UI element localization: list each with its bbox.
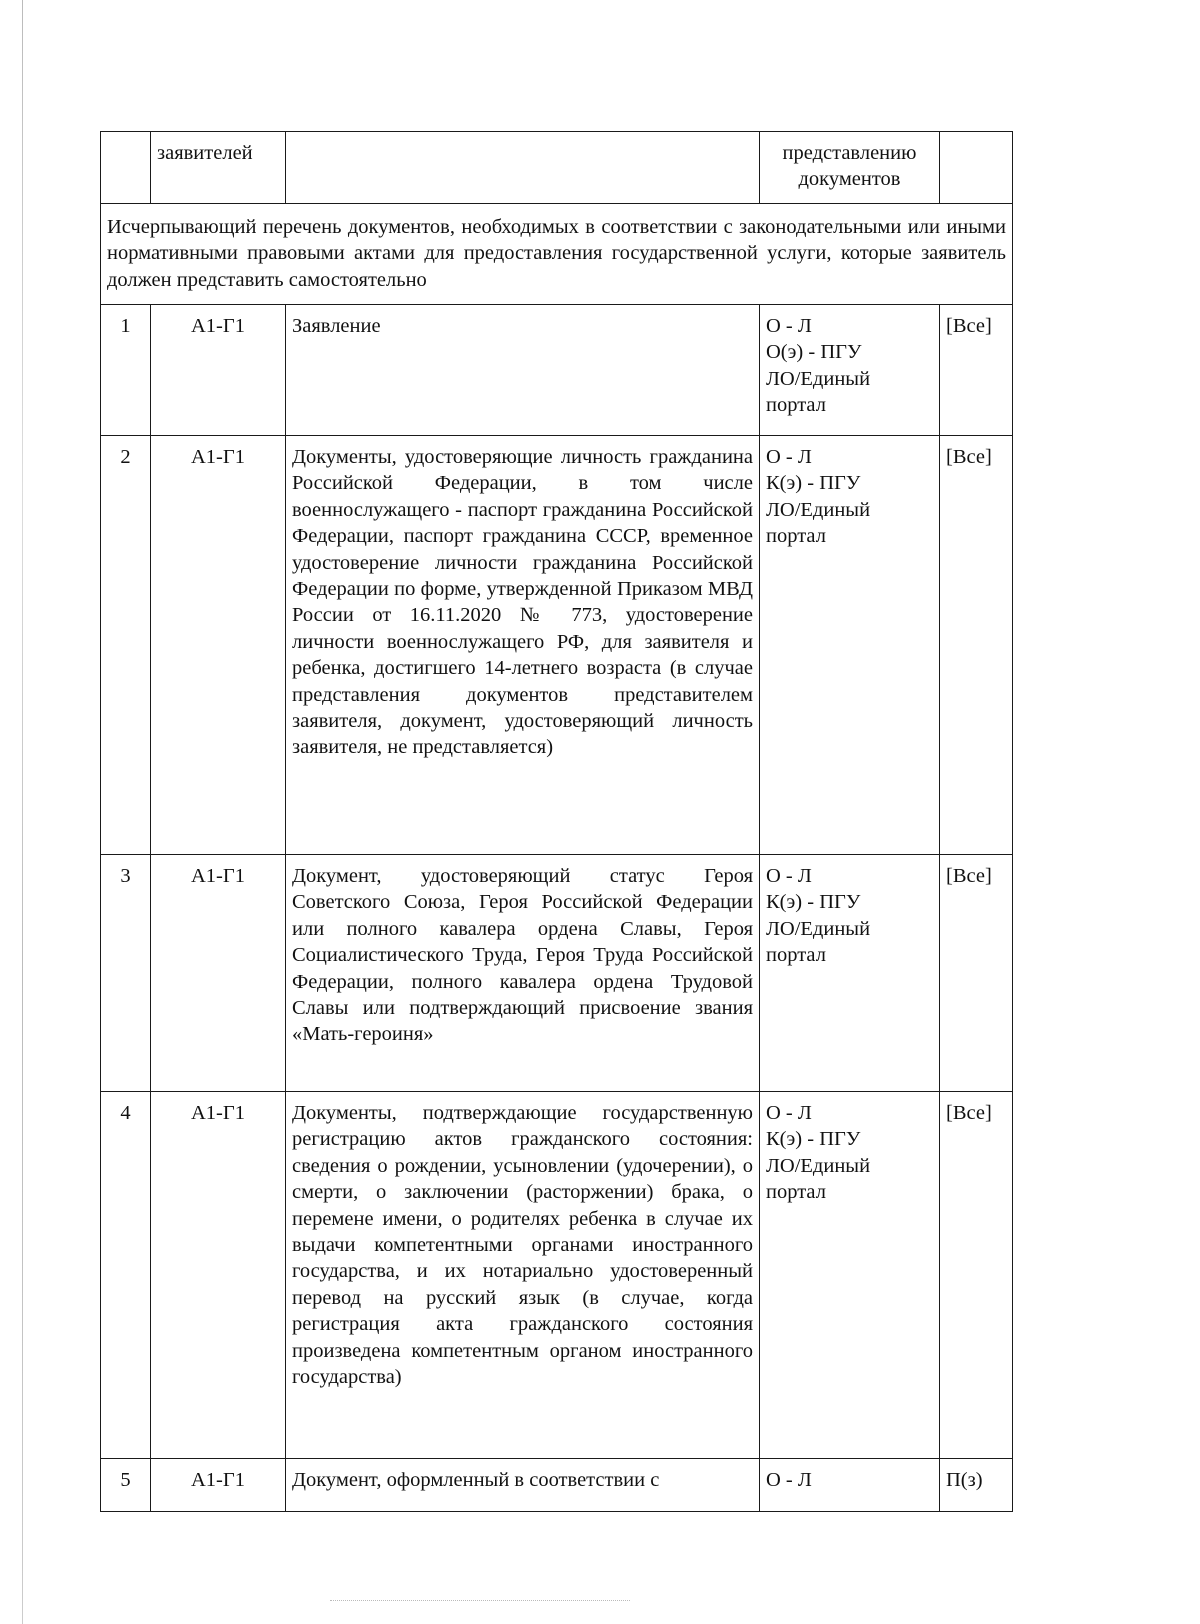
row-delivery xyxy=(760,855,940,1092)
delivery-line: ЛО/Единый xyxy=(766,1154,871,1177)
row-number: 2 xyxy=(101,436,151,855)
section-title: Исчерпывающий перечень документов, необходимых в соответствии с законодательными или иными нормативными правовыми актами для предоставления государственной услуги, которые заявитель должен представить самостоятельно xyxy=(101,204,1013,305)
row-delivery xyxy=(760,305,940,436)
delivery-line: ЛО/Единый xyxy=(766,917,871,940)
row-delivery xyxy=(760,1092,940,1459)
delivery-line: ЛО/Единый xyxy=(766,367,871,390)
documents-table xyxy=(100,131,1013,1512)
delivery-line: О - Л xyxy=(766,446,812,468)
row-number: 4 xyxy=(101,1092,151,1459)
delivery-line: ЛО/Единый xyxy=(766,498,871,521)
row-description: Документы, подтверждающие государственную регистрацию актов гражданского состояния: сведения о рождении, усыновлении (удочерении), о смерти, о заключении (расторжении) брака, о перемене имени, о родителях ребенка в случае их выдачи компетентными органами иностранного государства, и их нотариально удостоверенный перевод на русский язык (в случае, когда регистрация акта гражданского состояния произведена компетентным органом иностранного государства) xyxy=(286,1092,760,1459)
delivery-line: портал xyxy=(766,394,826,417)
row-delivery xyxy=(760,1459,940,1512)
table-row xyxy=(101,1092,1013,1459)
row-applicability: [Все] xyxy=(940,305,1013,436)
row-applicability: [Все] xyxy=(940,436,1013,855)
table-row xyxy=(101,1459,1013,1512)
delivery-line: О(э) - ПГУ xyxy=(766,341,862,364)
row-code: А1-Г1 xyxy=(151,1092,286,1459)
table-row xyxy=(101,436,1013,855)
row-code: А1-Г1 xyxy=(151,1459,286,1512)
header-cell-num xyxy=(101,132,151,204)
row-description: Документы, удостоверяющие личность гражданина Российской Федерации, в том числе военнослужащего - паспорт гражданина Российской Федерации, паспорт гражданина СССР, временное удостоверение личности гражданина Российской Федерации по форме, утвержденной Приказом МВД России от 16.11.2020 № 773, удостоверение личности военнослужащего РФ, для заявителя и ребенка, достигшего 14-летнего возраста (в случае представления документов представителем заявителя, документ, удостоверяющий личность заявителя, не представляется) xyxy=(286,436,760,855)
header-cell-delivery: представлению документов xyxy=(760,132,940,204)
delivery-line: портал xyxy=(766,525,826,548)
row-delivery xyxy=(760,436,940,855)
row-code: А1-Г1 xyxy=(151,305,286,436)
scan-artifact xyxy=(330,1600,630,1604)
delivery-line: О - Л xyxy=(766,1469,812,1491)
delivery-line: К(э) - ПГУ xyxy=(766,891,861,914)
table-header-continuation-row xyxy=(101,132,1013,204)
header-cell-applicants: заявителей xyxy=(151,132,286,204)
delivery-line: О - Л xyxy=(766,1102,812,1124)
row-description: Заявление xyxy=(286,305,760,436)
delivery-line: О - Л xyxy=(766,865,812,887)
delivery-line: О - Л xyxy=(766,315,812,337)
row-code: А1-Г1 xyxy=(151,855,286,1092)
row-number: 3 xyxy=(101,855,151,1092)
row-applicability: [Все] xyxy=(940,855,1013,1092)
header-cell-applicability xyxy=(940,132,1013,204)
row-description: Документ, удостоверяющий статус Героя Советского Союза, Героя Российской Федерации или полного кавалера ордена Славы, Героя Социалистического Труда, Героя Труда Российской Федерации, полного кавалера ордена Трудовой Славы или подтверждающий присвоение звания «Мать-героиня» xyxy=(286,855,760,1092)
delivery-line: К(э) - ПГУ xyxy=(766,1128,861,1151)
scan-edge xyxy=(22,0,23,1624)
row-description: Документ, оформленный в соответствии с xyxy=(286,1459,760,1512)
row-code: А1-Г1 xyxy=(151,436,286,855)
row-number: 5 xyxy=(101,1459,151,1512)
row-number: 1 xyxy=(101,305,151,436)
row-applicability: [Все] xyxy=(940,1092,1013,1459)
delivery-line: К(э) - ПГУ xyxy=(766,472,861,495)
table-row xyxy=(101,305,1013,436)
table-row xyxy=(101,855,1013,1092)
delivery-line: портал xyxy=(766,1181,826,1204)
section-title-row xyxy=(101,204,1013,305)
header-cell-description xyxy=(286,132,760,204)
delivery-line: портал xyxy=(766,944,826,967)
row-applicability: П(з) xyxy=(940,1459,1013,1512)
